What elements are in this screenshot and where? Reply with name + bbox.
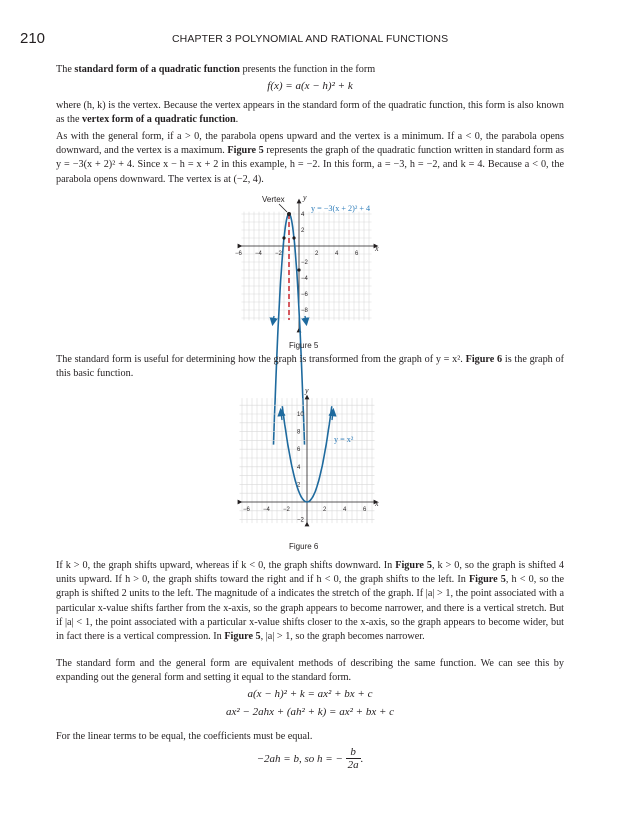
x-tick-label: −6 (235, 251, 242, 257)
paragraph-shifts (56, 559, 564, 644)
x-tick-label: 6 (363, 507, 367, 513)
figure-5-caption: Figure 5 (289, 341, 319, 350)
x-axis-label: x (375, 244, 379, 253)
vertex-pointer (279, 204, 287, 212)
text: The (56, 64, 75, 75)
text: , h < 0, so the graph is shifted 2 units to the left. The magnitude of a indicates the stretch of the graph. If |a| > 1, the point associated with a particular x-value shifts farther from the x-axis, so the graph appears to become narrower, and there is a vertical stretch. But if |a| < 1, the point associated with a particular x-value shifts closer to the x-axis, so the graph appears to become wider, but in fact there is a vertical compression. In (56, 574, 564, 643)
curve-arrow-left (281, 412, 282, 420)
figure-ref: Figure 5 (395, 560, 432, 571)
x-tick-label: −4 (255, 251, 262, 257)
y-tick-label: −4 (301, 276, 308, 282)
text: represents the graph of the quadratic function written in standard form as y = −3(x + 2)² + 4. Since x − h = x + 2 in this example, h = −2. In this form, a = −3, h = −2, and k = 4. Because a < 0, the parabola opens downward. The vertex is at (−2, 4). (56, 145, 564, 185)
y-axis-label: y (305, 386, 309, 395)
x-tick-label: 2 (315, 251, 319, 257)
page-number: 210 (20, 30, 46, 47)
paragraph-equivalence: The standard form and the general form are equivalent methods of describing the same function. We can see this by expanding out the general form and setting it equal to the standard form. (56, 658, 564, 684)
y-tick-label: 2 (297, 482, 301, 489)
function-label: y = −3(x + 2)² + 4 (311, 204, 371, 213)
y-tick-label: 8 (297, 429, 301, 436)
y-tick-label: −2 (297, 517, 304, 524)
chapter-header: CHAPTER 3 POLYNOMIAL AND RATIONAL FUNCTIONS (172, 33, 449, 45)
y-tick-label: −2 (301, 260, 308, 266)
fraction-denominator: 2a (347, 759, 359, 771)
text: As with the general form, if a > 0, the parabola opens upward and the vertex is a minimum. If a < 0, the parabola opens downward, and the vertex is a maximum. (56, 131, 564, 157)
fraction-numerator: b (346, 746, 361, 759)
x-tick-label: −2 (283, 507, 290, 513)
x-axis-label: x (375, 499, 379, 508)
equation-expansion-1: a(x − h)² + k = ax² + bx + c (247, 688, 373, 700)
curve-arrow-left (273, 316, 274, 322)
formula-lhs: −2ah = b, so h = − (256, 752, 343, 765)
vertex-point (287, 212, 291, 216)
equation-expansion-2: ax² − 2ahx + (ah² + k) = ax² + bx + c (225, 706, 395, 718)
fraction (346, 746, 361, 771)
equation-standard-form: f(x) = a(x − h)² + k (267, 80, 353, 92)
y-tick-label: 4 (297, 464, 301, 471)
x-tick-label: −2 (275, 251, 282, 257)
figure-ref: Figure 6 (465, 354, 503, 365)
x-tick-label: 2 (323, 507, 327, 513)
figure-ref: Figure 5 (224, 631, 261, 643)
y-tick-label: −8 (301, 308, 308, 314)
x-tick-label: 4 (343, 507, 347, 513)
x-intercept-point (282, 236, 285, 239)
figure-ref: Figure 5 (468, 574, 506, 586)
x-tick-label: 6 (355, 251, 359, 257)
y-axis-label: y (303, 193, 307, 202)
x-tick-label: −4 (263, 507, 270, 513)
text: , |a| > 1, so the graph becomes narrower. (260, 631, 425, 643)
x-tick-label: 4 (335, 251, 339, 257)
y-tick-label: 2 (301, 228, 305, 234)
text: . (235, 114, 239, 126)
paragraph-transformation (56, 353, 564, 381)
vertex-label: Vertex (262, 195, 285, 204)
y-tick-label: 6 (297, 447, 301, 454)
text: , k > 0, so the graph is shifted 4 units upward. If h > 0, the graph shifts toward the right and if h < 0, the graph shifts to the left. In (56, 560, 564, 586)
text: The standard form is useful for determining how the graph is transformed from the graph of y = x². (56, 354, 466, 365)
text: where (h, k) is the vertex. Because the vertex appears in the standard form of the quadratic function, this form is also known as the (56, 100, 564, 126)
y-tick-label: 10 (297, 412, 304, 418)
figure-6-tick-labels (243, 412, 367, 524)
period: . (360, 752, 364, 765)
figure-5-grid (242, 212, 372, 321)
paragraph-linear-terms: For the linear terms to be equal, the coefficients must be equal. (56, 731, 313, 742)
text: is the graph of this basic function. (56, 354, 564, 380)
equation-h-formula (56, 746, 564, 776)
figure-5-tick-labels (235, 212, 359, 314)
term-vertex-form: vertex form of a quadratic function (82, 114, 236, 126)
curve-arrow-right (332, 412, 333, 420)
function-label: y = x² (334, 435, 354, 444)
term-standard-form: standard form of a quadratic function (74, 64, 240, 75)
figure-ref: Figure 5 (227, 145, 264, 157)
text: If k > 0, the graph shifts upward, whereas if k < 0, the graph shifts downward. In (56, 560, 396, 571)
curve-arrow-right (305, 316, 306, 322)
y-tick-label: −6 (301, 292, 308, 298)
y-tick-label: 4 (301, 212, 305, 218)
x-intercept-point (292, 236, 295, 239)
text: presents the function in the form (239, 64, 376, 75)
figure-6-caption: Figure 6 (289, 542, 319, 551)
x-tick-label: −6 (243, 507, 250, 513)
y-intercept-point (297, 268, 300, 271)
